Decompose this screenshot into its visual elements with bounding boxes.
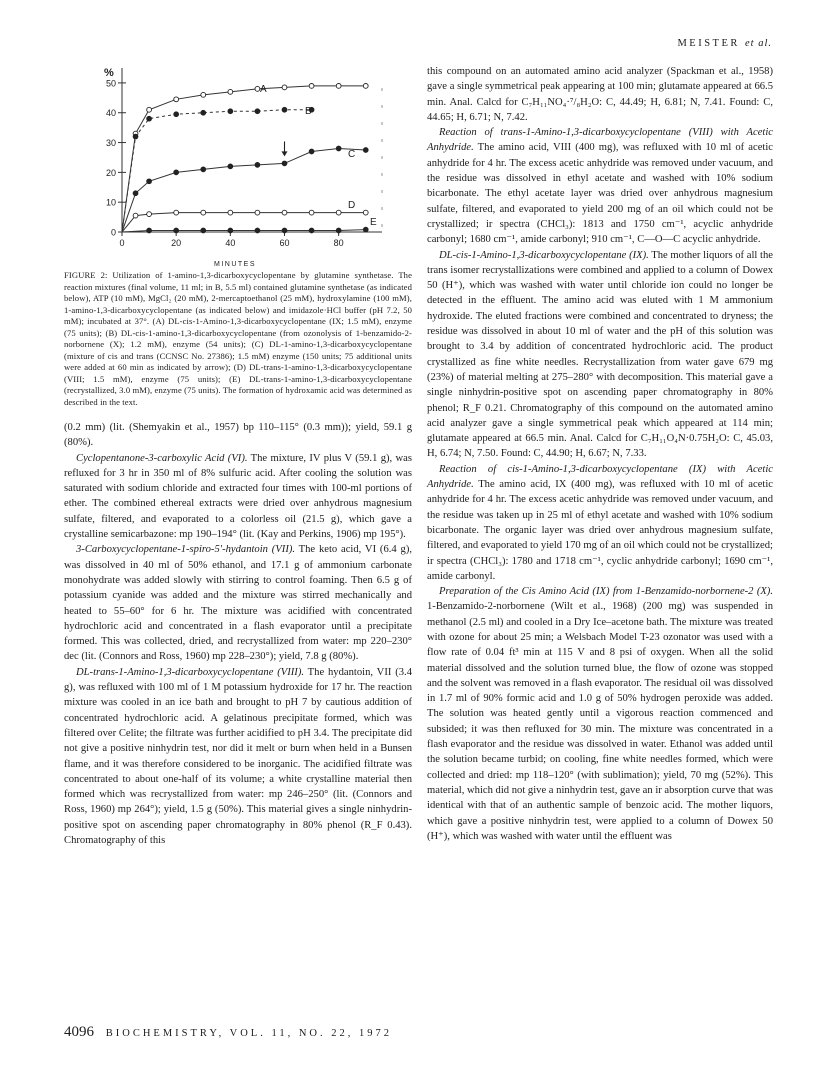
- data-point-a: [282, 85, 287, 90]
- data-point-e: [228, 228, 233, 233]
- data-point-b: [255, 109, 260, 114]
- paragraph-heading: DL-cis-1-Amino-1,3-dicarboxycyclopentane (IX).: [439, 249, 649, 261]
- x-tick-label: 60: [279, 238, 290, 248]
- data-point-b: [133, 134, 138, 139]
- chart-series: [122, 83, 368, 232]
- paragraph: [427, 64, 773, 125]
- data-point-c: [133, 191, 138, 196]
- data-point-d: [309, 210, 314, 215]
- data-point-b: [174, 112, 179, 117]
- data-point-b: [147, 116, 152, 121]
- paragraph: [64, 420, 412, 451]
- paragraph-text: (0.2 mm) (lit. (Shemyakin et al., 1957) bp 110–115° (0.3 mm)); yield, 59.1 g (80%).: [64, 422, 412, 449]
- paragraph-heading: Reaction of cis-1-Amino-1,3-dicarboxycyclopentane (IX) with Acetic Anhydride.: [427, 463, 773, 491]
- paragraph-heading: 3-Carboxycyclopentane-1-spiro-5′-hydantoin (VII).: [76, 544, 296, 556]
- x-axis-label: MINUTES: [214, 261, 256, 268]
- y-tick-label: 10: [105, 197, 116, 208]
- data-point-d: [363, 210, 368, 215]
- y-tick-label: 0: [110, 227, 116, 238]
- data-point-c: [147, 179, 152, 184]
- right-column-text: [427, 64, 773, 844]
- series-line-a: [122, 86, 366, 232]
- paragraph-heading: Preparation of the Cis Amino Acid (IX) from 1-Benzamido-norbornene-2 (X).: [439, 586, 773, 598]
- figure-2-chart: [64, 62, 412, 270]
- paragraph: [427, 584, 773, 844]
- curve-label-b: B: [305, 106, 312, 117]
- series-line-c: [122, 149, 366, 232]
- curve-label-d: D: [348, 200, 356, 211]
- data-point-b: [282, 107, 287, 112]
- left-column-text: [64, 420, 412, 848]
- data-point-e: [201, 228, 206, 233]
- data-point-b: [228, 109, 233, 114]
- data-point-d: [282, 210, 287, 215]
- x-tick-label: 80: [333, 238, 344, 248]
- paragraph-text: this compound on an automated amino acid analyzer (Spackman et al., 1958) gave a single symmetrical peak appearing at 100 min; glutamate appeared at 66.5 min. Anal. Calcd for C₇H₁₁NO₄·⁷/₈H₂O: C, 44.49; H, 6.81; N, 7.41. Found: C, 44.65; H, 6.71; N, 7.42.: [427, 66, 773, 123]
- paragraph: [427, 125, 773, 247]
- curve-label-c: C: [348, 149, 356, 160]
- curve-label-a: A: [260, 84, 267, 95]
- data-point-d: [255, 210, 260, 215]
- data-point-e: [147, 228, 152, 233]
- page-number: 4096: [64, 1024, 94, 1040]
- x-tick-label: 20: [171, 238, 182, 248]
- x-tick-label: 40: [225, 238, 236, 248]
- page-footer: [64, 1024, 392, 1041]
- y-tick-label: 50: [105, 78, 116, 89]
- data-point-c: [336, 146, 341, 151]
- data-point-a: [336, 83, 341, 88]
- paragraph: [427, 462, 773, 584]
- data-point-e: [363, 227, 368, 232]
- paragraph-text: The amino acid, IX (400 mg), was refluxed with 10 ml of acetic anhydride for 4 hr. The excess acetic anhydride was removed under vacuum, and the residue was taken up in 25 ml of ethyl acetate and washed with 10% sodium bicarbonate. The organic layer was dried over anhydrous magnesium sulfate, filtered, and evaporated to yield 170 mg of an oil which could not be crystallized; ir spectra (CHCl₃): 1780 and 1718 cm⁻¹, cyclic anhydride carbonyl; 1690 cm⁻¹, amide carbonyl.: [427, 479, 773, 582]
- x-tick-label: 0: [119, 238, 125, 248]
- data-point-e: [174, 228, 179, 233]
- data-point-c: [228, 164, 233, 169]
- data-point-e: [309, 228, 314, 233]
- paragraph: [427, 248, 773, 462]
- series-line-d: [122, 213, 366, 232]
- paragraph: [64, 542, 412, 664]
- paragraph-text: The mother liquors of all the trans isomer recrystallizations were combined and applied to a column of Dowex 50 (H⁺), which was washed with water until chloride ion could no longer be detected in the effluent. The amino acid was eluted with 1 M ammonium hydroxide. The eluted fractions were combined and concentrated to dryness; the residue was dissolved in about 10 ml of water and the pH of this solution was brought to 3.4 by addition of concentrated hydrochloric acid. The product crystallized as fine white needles. Recrystallization from water gave 679 mg (23%) of material melting at 275–280° with decomposition. This material gave a single ninhydrin-positive spot on ascending paper chromatography in 80% phenol; R_F 0.21. Chromatography of this compound on the automated amino acid analyzer gave a single symmetrical peak which appeared at 114 min; glutamate appeared at 66.5 min. Anal. Calcd for C₇H₁₁O₄N·0.75H₂O: C, 45.03, H, 6.74; N, 7.50. Found: C, 44.90; H, 6.67; N, 7.33.: [427, 249, 773, 460]
- left-column: [64, 62, 412, 848]
- chart-axes: [122, 68, 382, 232]
- y-tick-label: 20: [105, 167, 116, 178]
- data-point-c: [309, 149, 314, 154]
- paragraph: [64, 665, 412, 849]
- paragraph-text: The hydantoin, VII (3.4 g), was refluxed with 100 ml of 1 M potassium hydroxide for 17 hr. The reaction mixture was cooled in an ice bath and brought to pH 7 by cautious addition of concentrated hydrochloric acid. A gelatinous precipitate formed, which was filtered over Celite; the filtrate was further acidified to pH 3.4. The precipitate did not give a positive ninhydrin test, nor did it melt or burn when held in a Bunsen flame, and it was therefore considered to be inorganic. The acidified filtrate was concentrated to about one-half of its volume; a white crystalline material then formed which was recrystallized from water: mp 246–250° (lit. (Connors and Ross, 1960) mp 264°); yield, 1.5 g (50%). This material gives a single ninhydrin-positive spot on ascending paper chromatography in 80% phenol (R_F 0.43). Chromatography of this: [64, 666, 412, 847]
- data-point-a: [309, 83, 314, 88]
- paragraph-heading: Reaction of trans-1-Amino-1,3-dicarboxycyclopentane (VIII) with Acetic Anhydride.: [427, 127, 773, 154]
- y-tick-label: 40: [105, 108, 116, 119]
- data-point-e: [282, 228, 287, 233]
- data-point-a: [174, 97, 179, 102]
- enzyme-addition-arrowhead: [282, 151, 288, 156]
- line-chart: [64, 62, 412, 270]
- paragraph-text: The keto acid, VI (6.4 g), was dissolved in 40 ml of 50% ethanol, and 17.1 g of ammonium carbonate monohydrate was added slowly with stirring to control foaming. Then 6.5 g of potassium cyanide was added and the mixture was stirred mechanically and heated to 55–60° for 6 hr. The mixture was acidified with concentrated hydrochloric acid and concentrated in a flash evaporator until a precipitate formed. This was collected, dried, and recrystallized from water: mp 220–230° dec (lit. (Connors and Ross, 1960) mp 228–230°); yield, 7.8 g (80%).: [64, 544, 412, 663]
- curve-label-e: E: [370, 217, 377, 228]
- paragraph-text: 1-Benzamido-2-norbornene (Wilt et al., 1968) (200 mg) was suspended in methanol (2.5 ml) and cooled in a Dry Ice–acetone bath. The mixture was treated with ozone for about 25 min; a Welsbach Model T-23 ozonator was used with a flow rate of 0.04 ft³ min at 115 V and 8 psi of oxygen. When all the solid material dissolved and the solution turned blue, the flow of ozone was stopped and the solvent was removed in a flash evaporator. The residual oil was dissolved in 1.7 ml of 90% formic acid and 1.0 g of 50% hydrogen peroxide was added. The solution was heated gently until a vigorous reaction commenced and subsided; it was then refluxed for 30 min. The mixture was concentrated in a flash evaporator and the residue was dissolved in water. Ethanol was added until the solution became turbid; on cooling, fine white needles formed, which were collected and dried: mp 118–120° (with sublimation); yield, 70 mg (52%). This material, which did not give a ninhydrin test, gave an ir absorption curve that was identical with that of an authentic sample of benzoic acid. The mother liquors, which gave a positive ninhydrin test, were applied to a column of Dowex 50 (H⁺), which was washed with water until the effluent was: [427, 601, 773, 842]
- paragraph-heading: DL-trans-1-Amino-1,3-dicarboxycyclopentane (VIII).: [76, 666, 305, 678]
- data-point-c: [255, 163, 260, 168]
- paragraph: [64, 451, 412, 543]
- data-point-e: [255, 228, 260, 233]
- y-axis-unit: %: [104, 67, 114, 79]
- data-point-d: [201, 210, 206, 215]
- caption-label: FIGURE 2:: [64, 270, 108, 280]
- paragraph-text: The mixture, IV plus V (59.1 g), was refluxed for 3 hr in 350 ml of 8% sulfuric acid. After cooling the solution was saturated with sodium chloride and extracted four times with 100-ml portions of ether. The combined ethereal extracts were dried over anhydrous magnesium sulfate, filtered, and evaporated to a colorless oil (21.5 g), which gave a crystalline semicarbazone: mp 190–194° (lit. (Kay and Perkins, 1906) mp 195°).: [64, 452, 412, 541]
- data-point-d: [174, 210, 179, 215]
- data-point-a: [363, 83, 368, 88]
- data-point-c: [363, 148, 368, 153]
- running-head-authors: MEISTER: [677, 38, 740, 49]
- data-point-d: [228, 210, 233, 215]
- data-point-d: [133, 213, 138, 218]
- data-point-c: [174, 170, 179, 175]
- data-point-d: [147, 212, 152, 217]
- data-point-a: [201, 92, 206, 97]
- data-point-e: [336, 228, 341, 233]
- data-point-a: [147, 107, 152, 112]
- data-point-a: [228, 89, 233, 94]
- data-point-b: [201, 110, 206, 115]
- y-tick-label: 30: [105, 138, 116, 149]
- data-point-c: [201, 167, 206, 172]
- journal-citation: BIOCHEMISTRY, VOL. 11, NO. 22, 1972: [105, 1028, 392, 1039]
- running-head: [677, 38, 772, 49]
- running-head-etal: et al.: [745, 38, 772, 49]
- paragraph-text: The amino acid, VIII (400 mg), was refluxed with 10 ml of acetic anhydride for 4 hr. The excess acetic anhydride was removed under vacuum, and the residue was dissolved in ethyl acetate and washed with 10% sodium bicarbonate. The ethyl acetate layer was dried over anhydrous magnesium sulfate, filtered, and evaporated to yield 200 mg of an oil which could not be crystallized; ir spectra (CHCl₃): 1813 and 1750 cm⁻¹, acyclic anhydride carbonyl; 1680 cm⁻¹, amide carbonyl; 910 cm⁻¹, C—O—C acyclic anhydride.: [427, 142, 773, 246]
- caption-text: Utilization of 1-amino-1,3-dicarboxycyclopentane by glutamine synthetase. The reaction mixtures (final volume, 11 ml; in B, 5.5 ml) contained glutamine synthetase (as indicated below), ATP (10 mM), MgCl₂ (20 mM), 2-mercaptoethanol (25 mM), hydroxylamine (100 mM), 1-amino-1,3-dicarboxycyclopentane (as indicated below) and imidazole·HCl buffer (pH 7.2, 50 mM); incubated at 37°. (A) DL-cis-1-Amino-1,3-dicarboxycyclopentane (IX; 1.5 mM), enzyme (75 units); (B) DL-cis-1-amino-1,3-dicarboxycyclopentane (from ozonolysis of 1-benzamido-2-norbornene (X); 1.2 mM), enzyme (54 units); (C) DL-1-amino-1,3-dicarboxycyclopentane (mixture of cis and trans (CCNSC No. 27386); 1.5 mM) enzyme (150 units; 75 additional units were added at 60 min as indicated by arrow); (D) DL-trans-1-amino-1,3-dicarboxycyclopentane (VIII; 1.5 mM), enzyme (75 units); (E) DL-trans-1-amino-1,3-dicarboxycyclopentane (recrystallized, 3.0 mM), enzyme (75 units). The formation of hydroxamic acid was determined as described in the text.: [64, 270, 412, 407]
- paragraph-heading: Cyclopentanone-3-carboxylic Acid (VI).: [76, 452, 248, 464]
- data-point-d: [336, 210, 341, 215]
- chart-ticks: [106, 78, 344, 248]
- figure-caption: [64, 270, 412, 408]
- data-point-c: [282, 161, 287, 166]
